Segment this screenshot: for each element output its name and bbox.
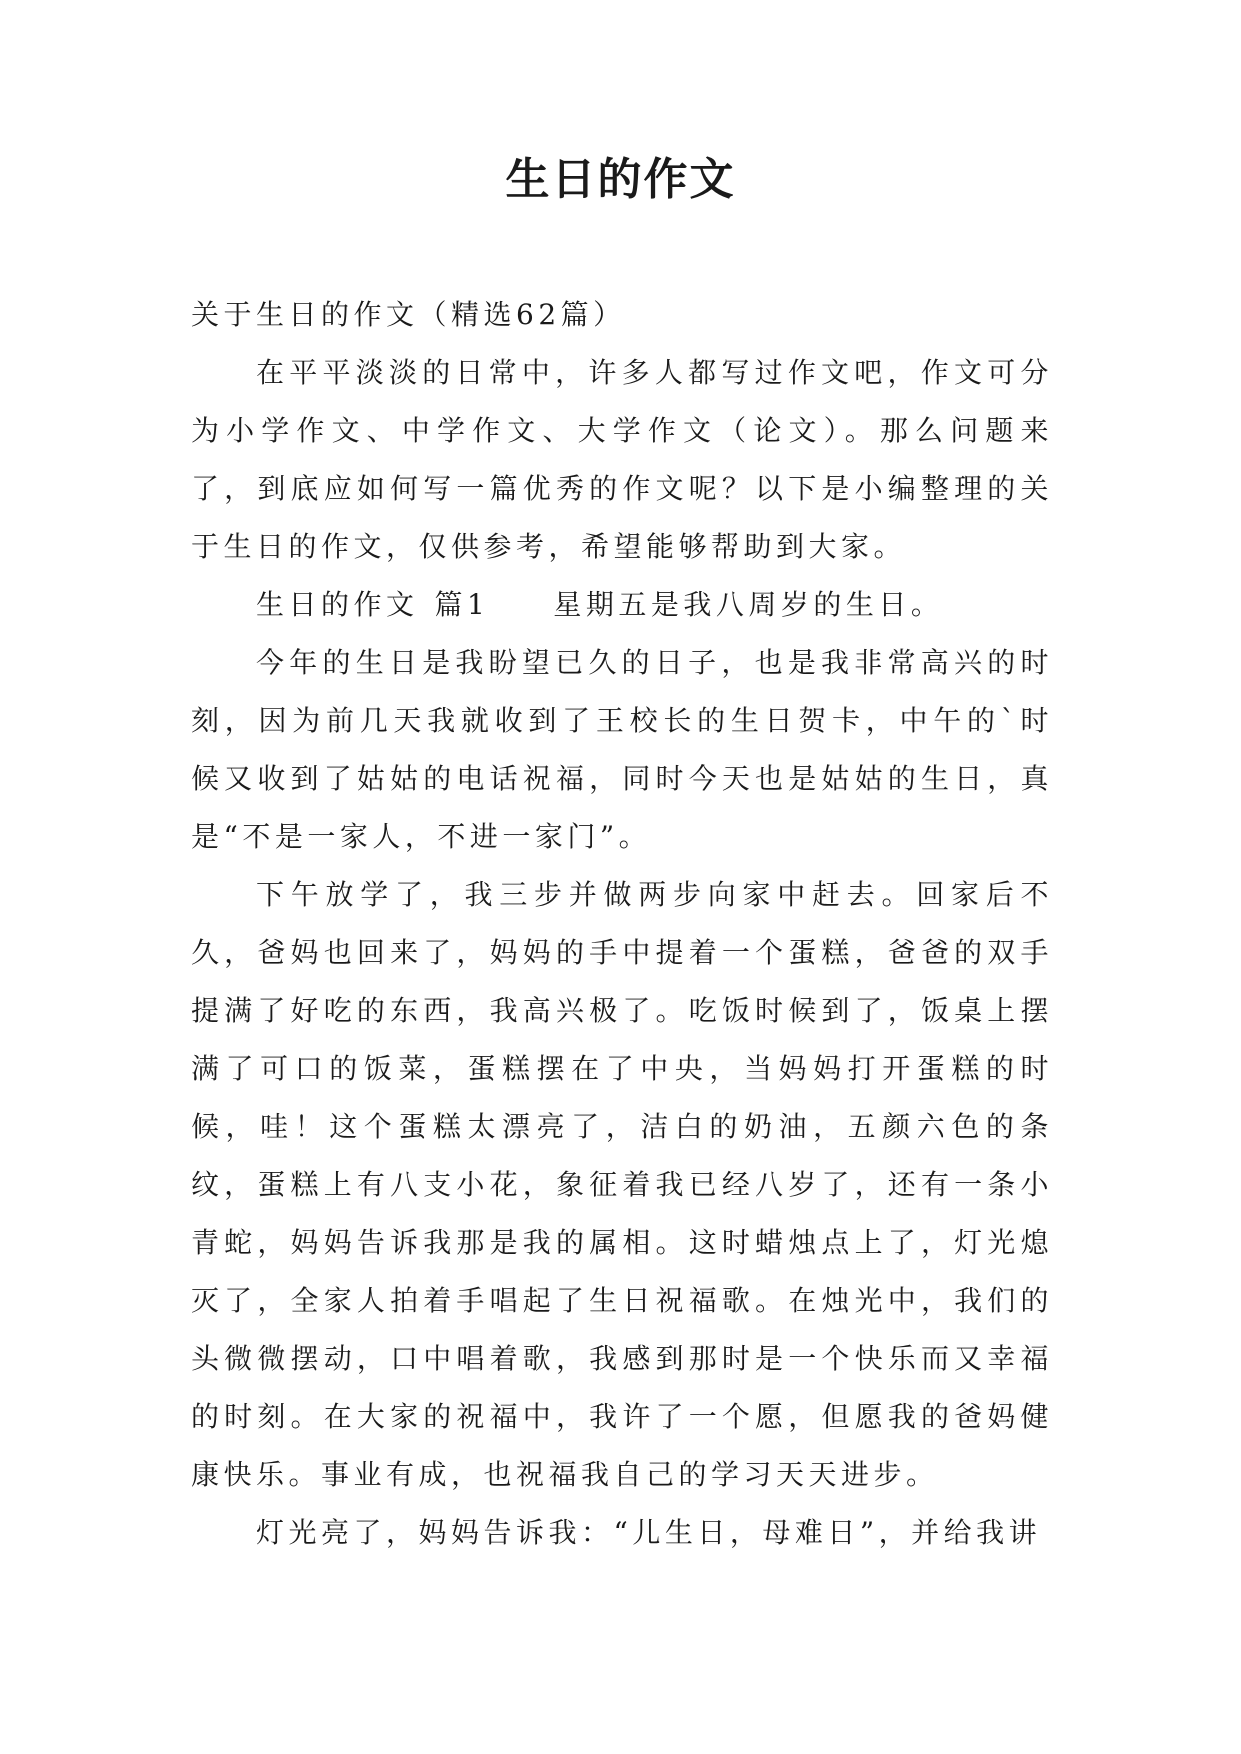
document-subtitle: 关于生日的作文（精选62篇） xyxy=(191,298,626,331)
section-first-line: 星期五是我八周岁的生日。 xyxy=(553,588,944,621)
body-paragraph: 下午放学了，我三步并做两步向家中赶去。回家后不久，爸妈也回来了，妈妈的手中提着一个蛋糕，爸爸的双手提满了好吃的东西，我高兴极了。吃饭时候到了，饭桌上摆满了可口的饭菜，蛋糕摆在了中央，当妈妈打开蛋糕的时候，哇！这个蛋糕太漂亮了，洁白的奶油，五颜六色的条纹，蛋糕上有八支小花，象征着我已经八岁了，还有一条小青蛇，妈妈告诉我那是我的属相。这时蜡烛点上了，灯光熄灭了，全家人拍着手唱起了生日祝福歌。在烛光中，我们的头微微摆动，口中唱着歌，我感到那时是一个快乐而又幸福的时刻。在大家的祝福中，我许了一个愿，但愿我的爸妈健康快乐。事业有成，也祝福我自己的学习天天进步。 xyxy=(191,878,1053,1491)
section-heading-number: 篇1 xyxy=(434,588,490,621)
document-title: 生日的作文 xyxy=(505,154,736,205)
body-paragraph: 今年的生日是我盼望已久的日子，也是我非常高兴的时刻，因为前几天我就收到了王校长的生日贺卡，中午的`时候又收到了姑姑的电话祝福，同时今天也是姑姑的生日，真是“不是一家人，不进一家门”。 xyxy=(191,646,1053,853)
body-paragraph: 灯光亮了，妈妈告诉我：“儿生日，母难日”，并给我讲 xyxy=(256,1516,1042,1549)
section-heading-line xyxy=(191,576,1053,634)
intro-paragraph: 在平平淡淡的日常中，许多人都写过作文吧，作文可分为小学作文、中学作文、大学作文（论文）。那么问题来了，到底应如何写一篇优秀的作文呢？以下是小编整理的关于生日的作文，仅供参考，希望能够帮助到大家。 xyxy=(191,356,1053,563)
document-body xyxy=(191,286,1053,1562)
section-heading-label: 生日的作文 xyxy=(256,588,419,621)
